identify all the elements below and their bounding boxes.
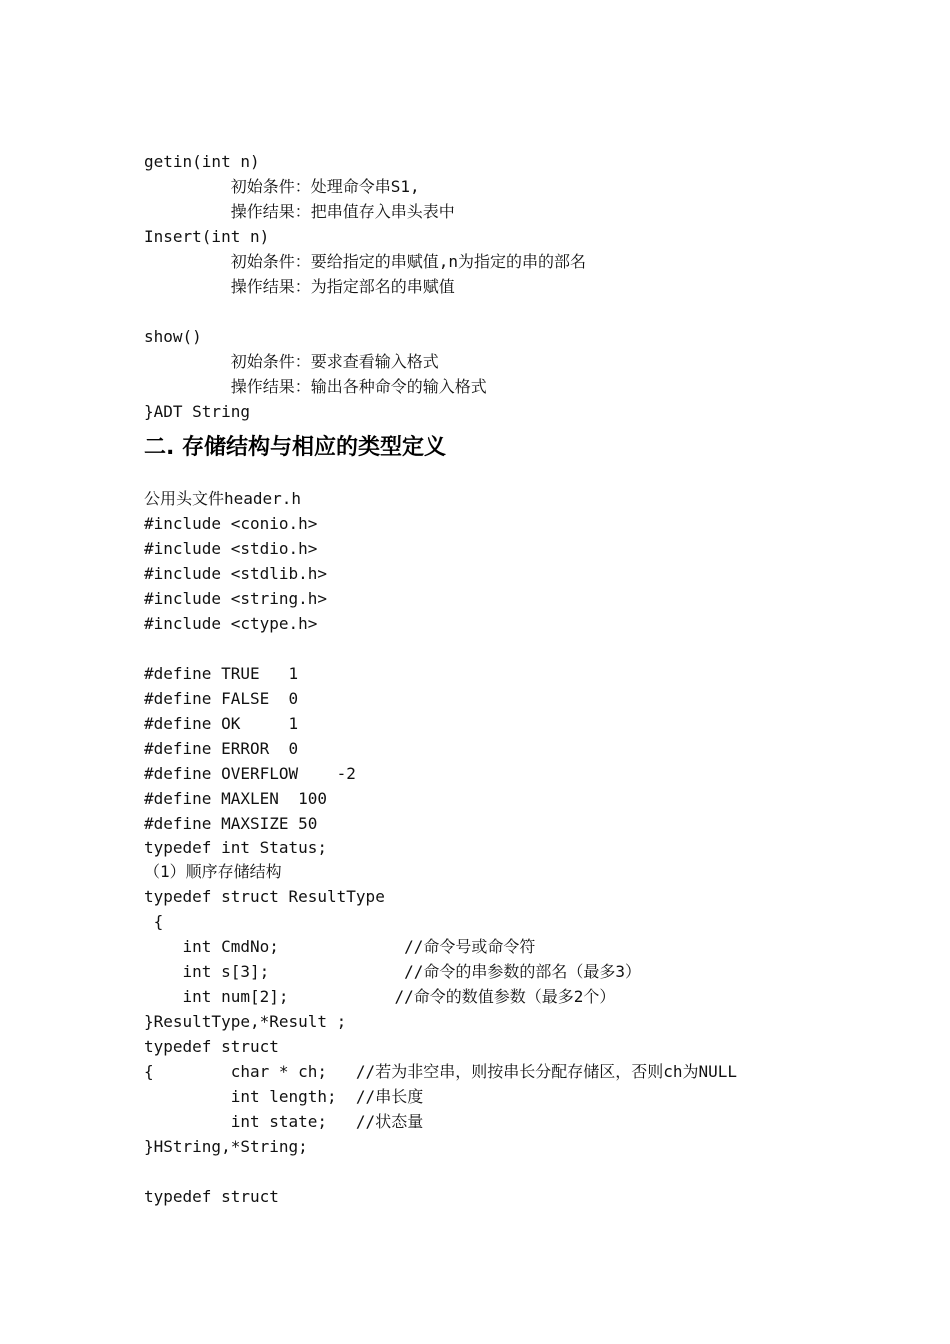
code-line: #define TRUE 1 [144,664,299,683]
code-line: #define MAXSIZE 50 [144,814,318,833]
code-line: （1）顺序存储结构 [144,862,282,881]
code-line: #define ERROR 0 [144,739,299,758]
code-line: { [144,912,164,931]
code-line: #define OVERFLOW -2 [144,764,356,783]
code-line: int length; //串长度 [144,1087,424,1106]
code-line: { char * ch; //若为非空串，则按串长分配存储区，否则ch为NULL [144,1062,737,1081]
code-line: }HString,*String; [144,1137,308,1156]
code-line: 公用头文件header.h [144,489,302,508]
code-line: #include <string.h> [144,589,328,608]
code-line: int state; //状态量 [144,1112,424,1131]
text-line: Insert(int n) [144,227,270,246]
code-line: int CmdNo; //命令号或命令符 [144,937,536,956]
text-line: show() [144,327,202,346]
code-line: #define OK 1 [144,714,299,733]
code-line: #include <ctype.h> [144,614,318,633]
text-line: 操作结果：输出各种命令的输入格式 [144,377,487,396]
text-line: 操作结果：把串值存入串头表中 [144,202,455,221]
code-line: typedef struct [144,1037,279,1056]
code-line: int s[3]; //命令的串参数的部名（最多3） [144,962,641,981]
code-line: int num[2]; //命令的数值参数（最多2个） [144,987,616,1006]
code-line: #define FALSE 0 [144,689,299,708]
code-line: #include <stdlib.h> [144,564,328,583]
text-line: 初始条件：处理命令串S1, [144,177,420,196]
code-line: #include <stdio.h> [144,539,318,558]
code-line: #define MAXLEN 100 [144,789,328,808]
section-heading: 二. 存储结构与相应的类型定义 [144,435,447,460]
code-line: }ResultType,*Result ; [144,1012,347,1031]
text-line: 初始条件：要给指定的串赋值,n为指定的串的部名 [144,252,586,271]
code-line: typedef struct ResultType [144,887,385,906]
text-line: 初始条件：要求查看输入格式 [144,352,439,371]
code-line: #include <conio.h> [144,514,318,533]
text-line: getin(int n) [144,152,260,171]
code-line: typedef int Status; [144,838,328,857]
text-line: }ADT String [144,402,250,421]
text-line: 操作结果：为指定部名的串赋值 [144,277,455,296]
code-line: typedef struct [144,1187,279,1206]
